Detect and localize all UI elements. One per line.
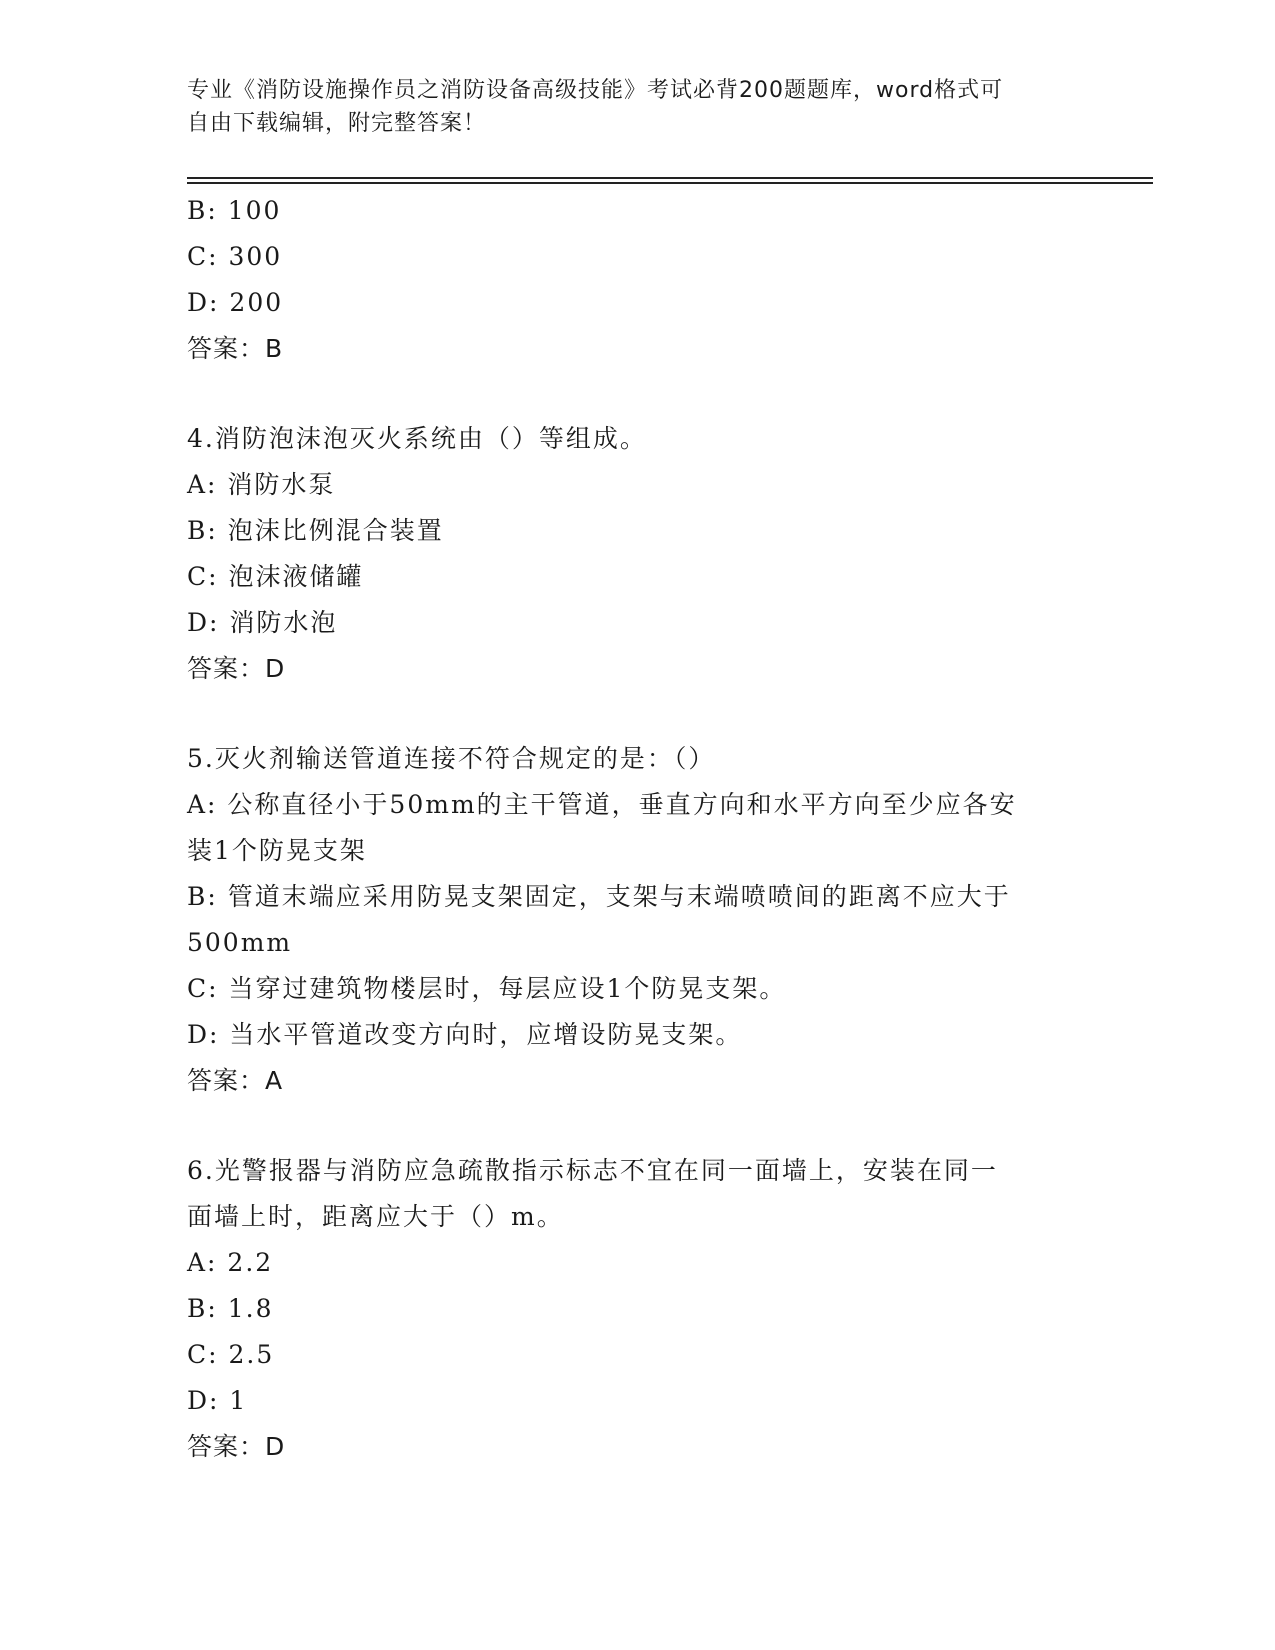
q6-answer: 答案：D — [187, 1432, 286, 1461]
question-3 — [187, 188, 1087, 372]
question-4 — [187, 416, 1087, 692]
q4-option-d: D: 消防水泡 — [187, 608, 338, 637]
q3-option-c: C: 300 — [187, 242, 283, 271]
q3-option-d: D: 200 — [187, 288, 284, 317]
q3-option-b: B: 100 — [187, 196, 282, 225]
q4-option-c: C: 泡沫液储罐 — [187, 562, 364, 591]
q5-stem: 5.灭火剂输送管道连接不符合规定的是：（） — [187, 744, 716, 773]
q6-option-c: C: 2.5 — [187, 1340, 275, 1369]
q4-stem: 4.消防泡沫泡灭火系统由（）等组成。 — [187, 424, 647, 453]
question-6 — [187, 1148, 1087, 1470]
q5-option-a-line-2: 装1个防晃支架 — [187, 836, 367, 865]
q6-stem-line-2: 面墙上时，距离应大于（）m。 — [187, 1202, 564, 1231]
q4-option-a: A: 消防水泵 — [187, 470, 336, 499]
document-header — [187, 74, 1067, 140]
q4-answer: 答案：D — [187, 654, 286, 683]
q5-option-c: C: 当穿过建筑物楼层时，每层应设1个防晃支架。 — [187, 974, 787, 1003]
q6-option-a: A: 2.2 — [187, 1248, 274, 1277]
q5-answer: 答案：A — [187, 1066, 284, 1095]
header-title-line-2: 自由下载编辑，附完整答案！ — [187, 111, 487, 136]
q6-option-d: D: 1 — [187, 1386, 248, 1415]
q5-option-a-line-1: A: 公称直径小于50mm的主干管道，垂直方向和水平方向至少应各安 — [187, 790, 1017, 819]
question-list — [187, 188, 1087, 1470]
header-title-line-1: 专业《消防设施操作员之消防设备高级技能》考试必背200题题库，word格式可 — [187, 78, 1004, 103]
q3-answer: 答案：B — [187, 334, 284, 363]
q4-option-b: B: 泡沫比例混合装置 — [187, 516, 444, 545]
header-divider-bottom — [187, 182, 1153, 184]
q5-option-d: D: 当水平管道改变方向时，应增设防晃支架。 — [187, 1020, 743, 1049]
q6-option-b: B: 1.8 — [187, 1294, 274, 1323]
header-divider-top — [187, 177, 1153, 179]
q5-option-b-line-2: 500mm — [187, 928, 293, 957]
q6-stem-line-1: 6.光警报器与消防应急疏散指示标志不宜在同一面墙上，安装在同一 — [187, 1156, 998, 1185]
question-5 — [187, 736, 1087, 1104]
q5-option-b-line-1: B: 管道末端应采用防晃支架固定，支架与末端喷喷间的距离不应大于 — [187, 882, 1011, 911]
